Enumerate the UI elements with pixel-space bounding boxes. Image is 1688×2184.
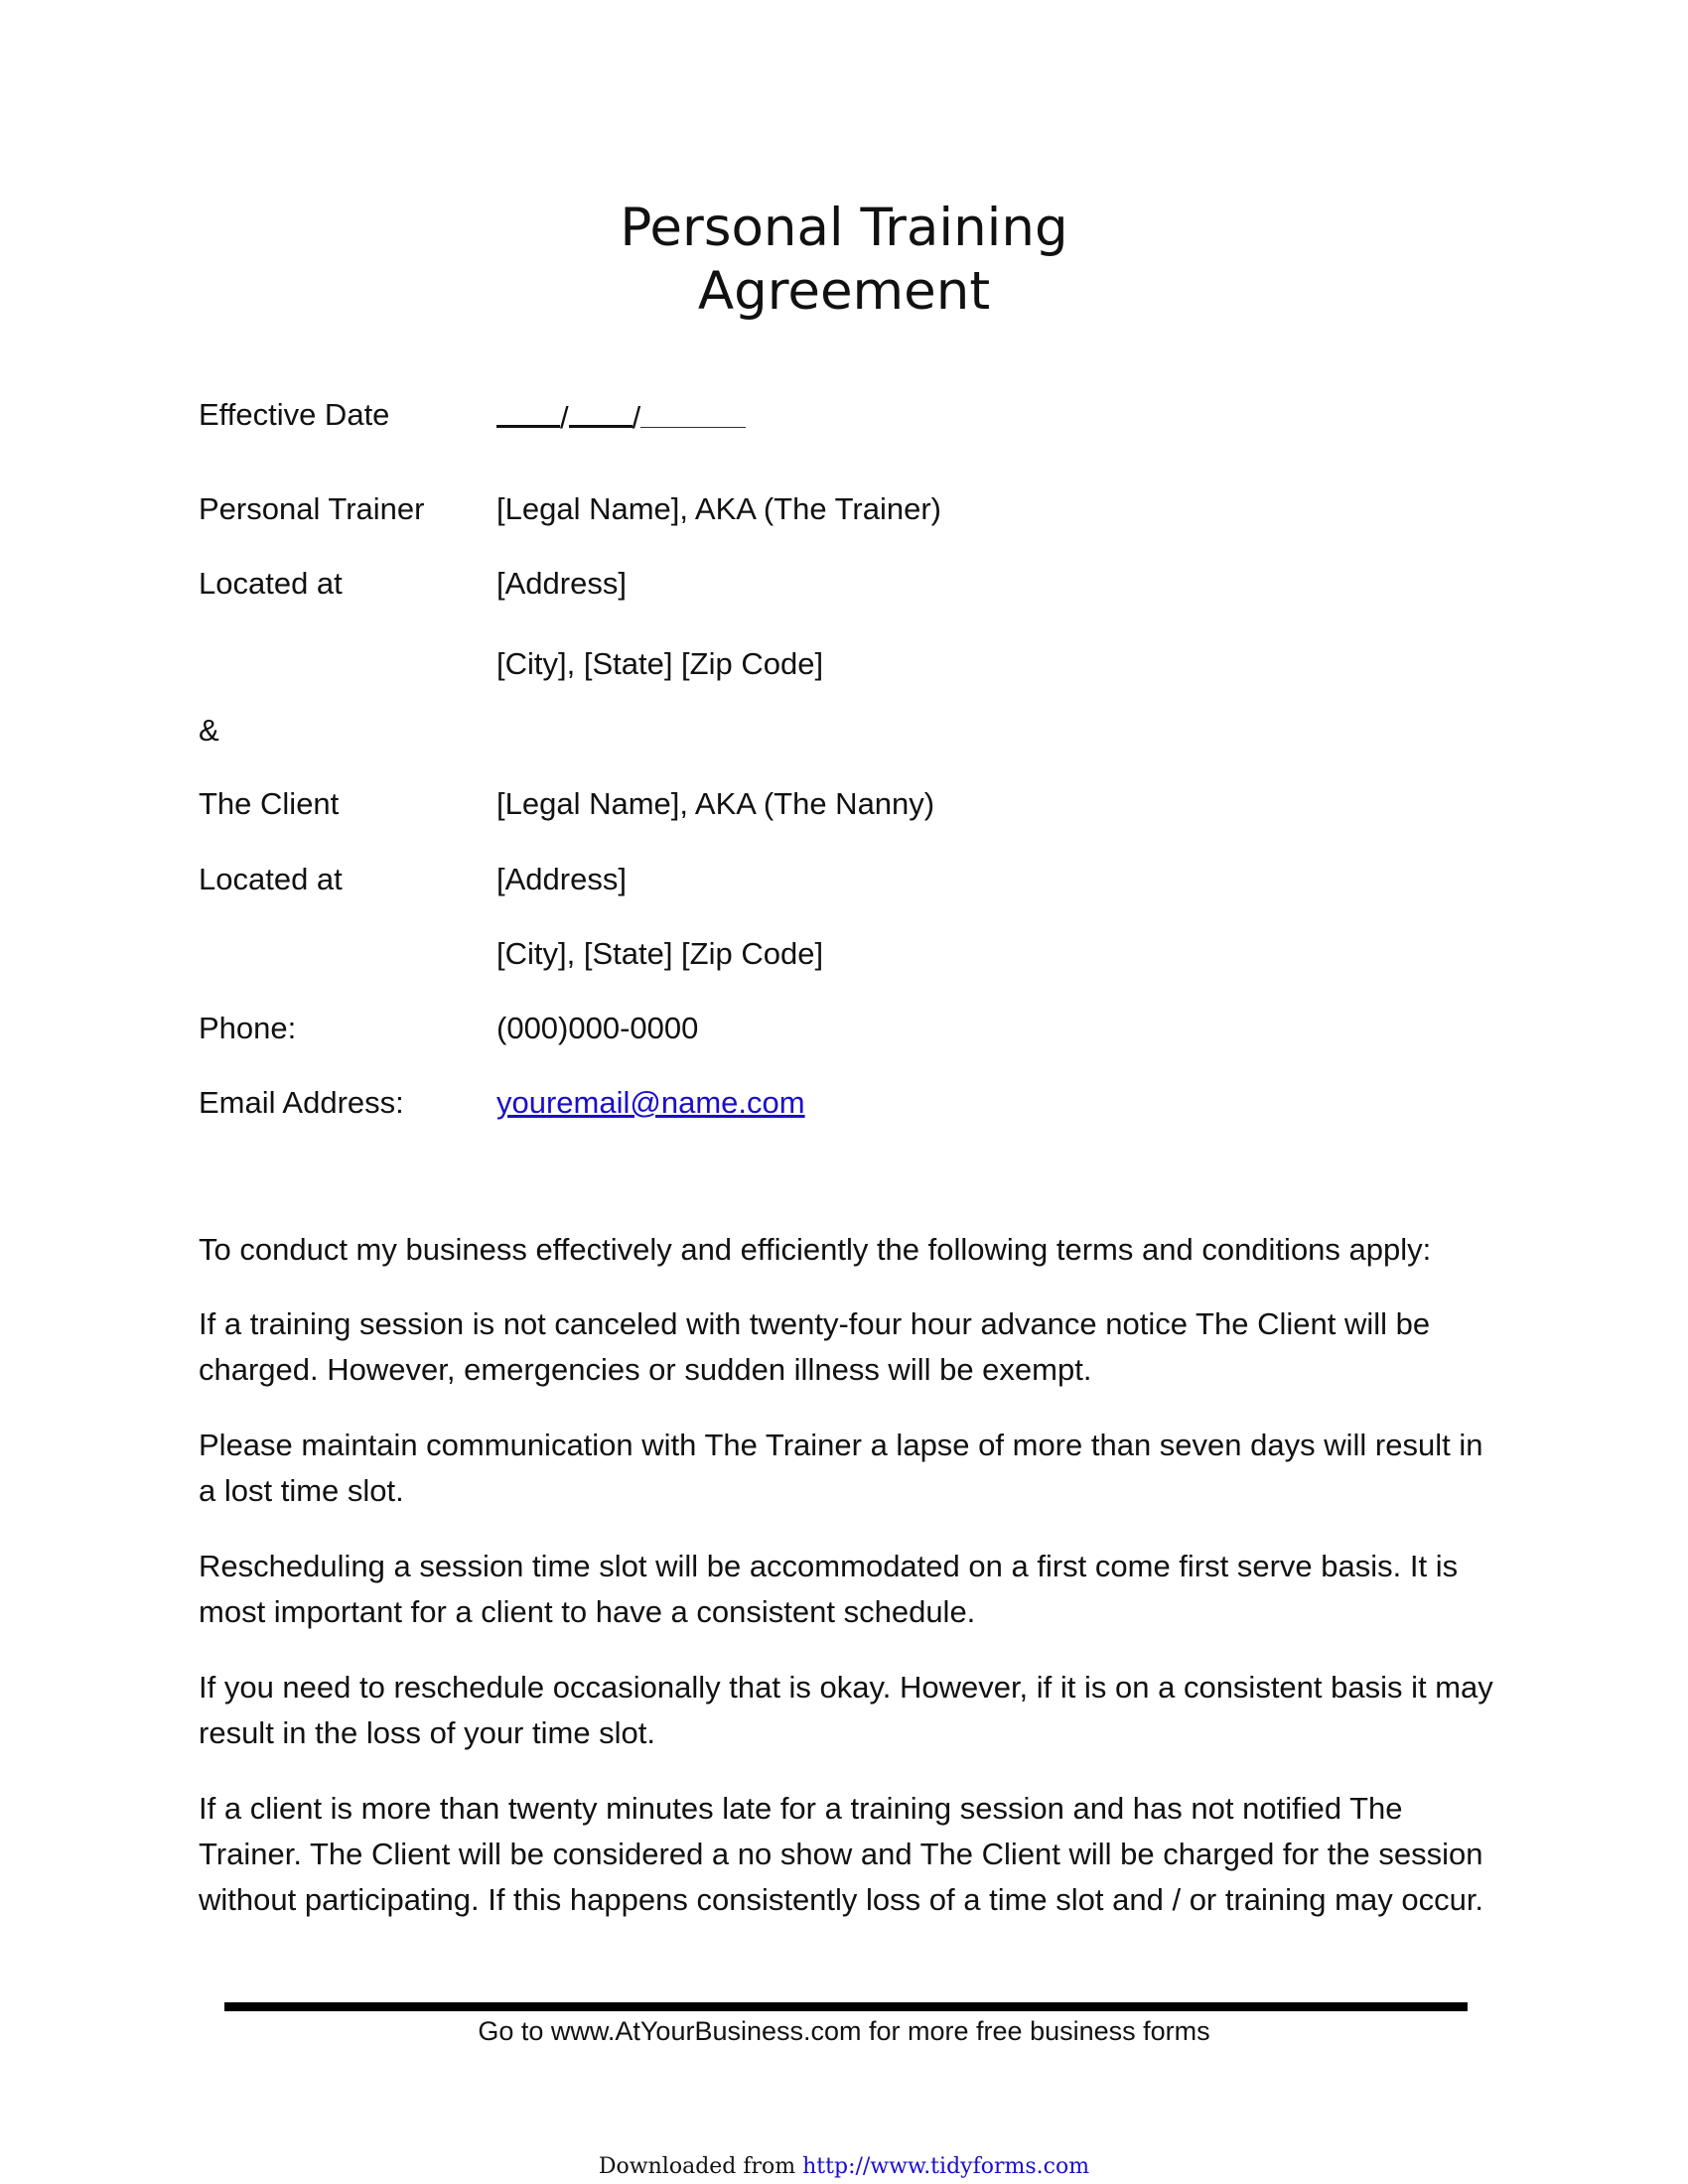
downloaded-prefix: Downloaded from <box>598 2154 803 2179</box>
term-paragraph-4: If you need to reschedule occasionally that is okay. However, if it is on a consistent basis it may result in the loss of your time slot. <box>199 1670 1493 1750</box>
phone-field[interactable]: (000)000-0000 <box>496 1011 699 1045</box>
term-paragraph-5: If a client is more than twenty minutes late for a training session and has not notified The Trainer. The Client will be considered a no show and The Client will be charged for the session without participating. If this happens consistently loss of a time slot and / or training may occur. <box>199 1791 1484 1917</box>
email-label: Email Address: <box>199 1085 404 1120</box>
trainer-name-field[interactable]: [Legal Name], AKA (The Trainer) <box>496 491 941 526</box>
tidyforms-link[interactable]: http://www.tidyforms.com <box>802 2154 1090 2179</box>
terms-intro: To conduct my business effectively and efficiently the following terms and conditions apply: <box>199 1232 1432 1267</box>
client-label: The Client <box>199 786 340 821</box>
title-line-2: Agreement <box>697 261 991 322</box>
email-link[interactable]: youremail@name.com <box>496 1085 805 1120</box>
downloaded-from-line <box>0 2152 1688 2182</box>
date-day-blank[interactable] <box>569 395 633 428</box>
ampersand: & <box>199 713 219 748</box>
footer-text: Go to www.AtYourBusiness.com for more free business forms <box>478 2016 1210 2046</box>
phone-label: Phone: <box>199 1011 297 1045</box>
term-paragraph-2: Please maintain communication with The Trainer a lapse of more than seven days will result in a lost time slot. <box>199 1428 1483 1508</box>
trainer-city-field[interactable]: [City], [State] [Zip Code] <box>496 646 824 681</box>
effective-date-label: Effective Date <box>199 397 390 432</box>
title-line-1: Personal Training <box>620 198 1068 258</box>
footer-divider <box>224 2002 1468 2011</box>
trainer-located-label: Located at <box>199 566 343 601</box>
client-address-field[interactable]: [Address] <box>496 862 627 896</box>
date-month-blank[interactable] <box>496 395 560 428</box>
client-name-field[interactable]: [Legal Name], AKA (The Nanny) <box>496 786 935 821</box>
client-located-label: Located at <box>199 862 343 896</box>
date-year-blank[interactable] <box>640 397 746 428</box>
page-title <box>0 197 1688 324</box>
term-paragraph-3: Rescheduling a session time slot will be accommodated on a first come first serve basis. It is most important for a client to have a consistent schedule. <box>199 1549 1459 1629</box>
term-paragraph-1: If a training session is not canceled with twenty-four hour advance notice The Client will be charged. However, emergencies or sudden illness will be exempt. <box>199 1306 1431 1387</box>
effective-date-field[interactable] <box>496 395 746 438</box>
trainer-address-field[interactable]: [Address] <box>496 566 627 601</box>
trainer-label: Personal Trainer <box>199 491 425 526</box>
date-separator-1: / <box>560 400 569 435</box>
date-separator-2: / <box>632 400 641 435</box>
client-city-field[interactable]: [City], [State] [Zip Code] <box>496 936 824 971</box>
